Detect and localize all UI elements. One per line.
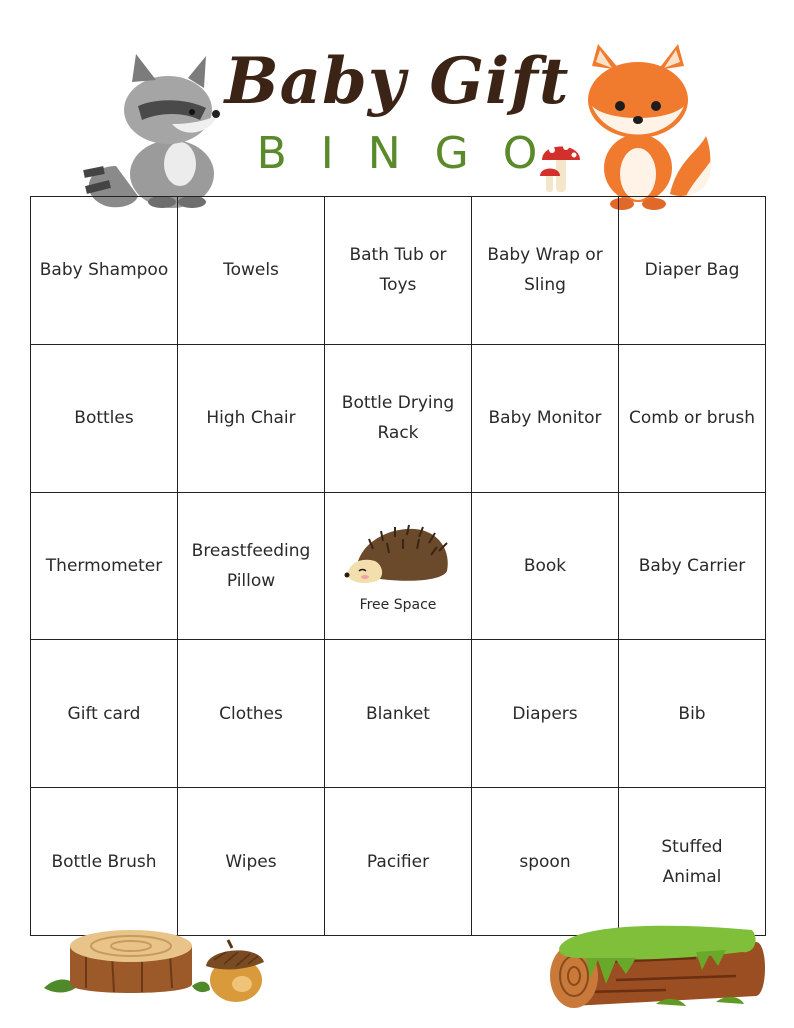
cell-label: Thermometer <box>45 555 163 576</box>
bingo-cell[interactable] <box>178 197 325 345</box>
bingo-cell[interactable] <box>31 788 178 936</box>
cell-label: Stuffed Animal <box>661 836 723 887</box>
bingo-cell[interactable] <box>325 788 472 936</box>
cell-label: Pacifier <box>366 851 430 872</box>
cell-label: Wipes <box>225 851 277 872</box>
free-space-cell[interactable] <box>325 493 472 641</box>
bingo-cell[interactable] <box>619 493 766 641</box>
cell-label: Baby Carrier <box>638 555 746 576</box>
cell-label: High Chair <box>206 408 296 429</box>
cell-label: Diapers <box>512 703 578 724</box>
cell-label: Towels <box>223 260 279 281</box>
bingo-cell[interactable] <box>472 788 619 936</box>
mossy-log-icon <box>546 918 768 1014</box>
free-space-label: Free Space <box>359 596 437 613</box>
bingo-cell[interactable] <box>178 345 325 493</box>
bingo-cell[interactable] <box>178 640 325 788</box>
bingo-cell[interactable] <box>619 640 766 788</box>
cell-label: Gift card <box>67 703 141 724</box>
bingo-cell[interactable] <box>325 640 472 788</box>
bingo-cell[interactable] <box>619 197 766 345</box>
cell-label: Diaper Bag <box>644 260 740 281</box>
cell-label: Comb or brush <box>628 408 755 429</box>
bingo-cell[interactable] <box>31 345 178 493</box>
bingo-grid <box>30 196 766 936</box>
page-title: Baby Gift <box>224 44 570 119</box>
cell-label: Blanket <box>366 703 430 724</box>
bingo-cell[interactable] <box>31 493 178 641</box>
hedgehog-icon <box>343 519 453 589</box>
bingo-cell[interactable] <box>472 493 619 641</box>
cell-label: Baby Wrap or Sling <box>487 245 603 296</box>
cell-label: Baby Monitor <box>488 408 602 429</box>
bingo-cell[interactable] <box>619 788 766 936</box>
acorn-icon <box>196 938 270 1004</box>
cell-label: Clothes <box>219 703 283 724</box>
bingo-cell[interactable] <box>178 493 325 641</box>
cell-label: Bath Tub or Toys <box>349 245 447 296</box>
bingo-cell[interactable] <box>178 788 325 936</box>
cell-label: Book <box>523 555 567 576</box>
cell-label: Bottle Brush <box>51 851 157 872</box>
cell-label: Baby Shampoo <box>39 260 169 281</box>
tree-stump-icon <box>42 926 212 1002</box>
bingo-cell[interactable] <box>325 197 472 345</box>
cell-label: Bottles <box>74 408 134 429</box>
bingo-cell[interactable] <box>619 345 766 493</box>
bingo-cell[interactable] <box>31 197 178 345</box>
cell-label: Bottle Drying Rack <box>341 393 455 444</box>
cell-label: Breastfeeding Pillow <box>191 540 311 591</box>
bingo-cell[interactable] <box>472 640 619 788</box>
cell-label: Bib <box>678 703 706 724</box>
bingo-cell[interactable] <box>472 197 619 345</box>
cell-label: spoon <box>519 851 571 872</box>
bingo-cell[interactable] <box>325 345 472 493</box>
bingo-cell[interactable] <box>31 640 178 788</box>
page-subtitle: BINGO <box>256 128 572 179</box>
bingo-cell[interactable] <box>472 345 619 493</box>
